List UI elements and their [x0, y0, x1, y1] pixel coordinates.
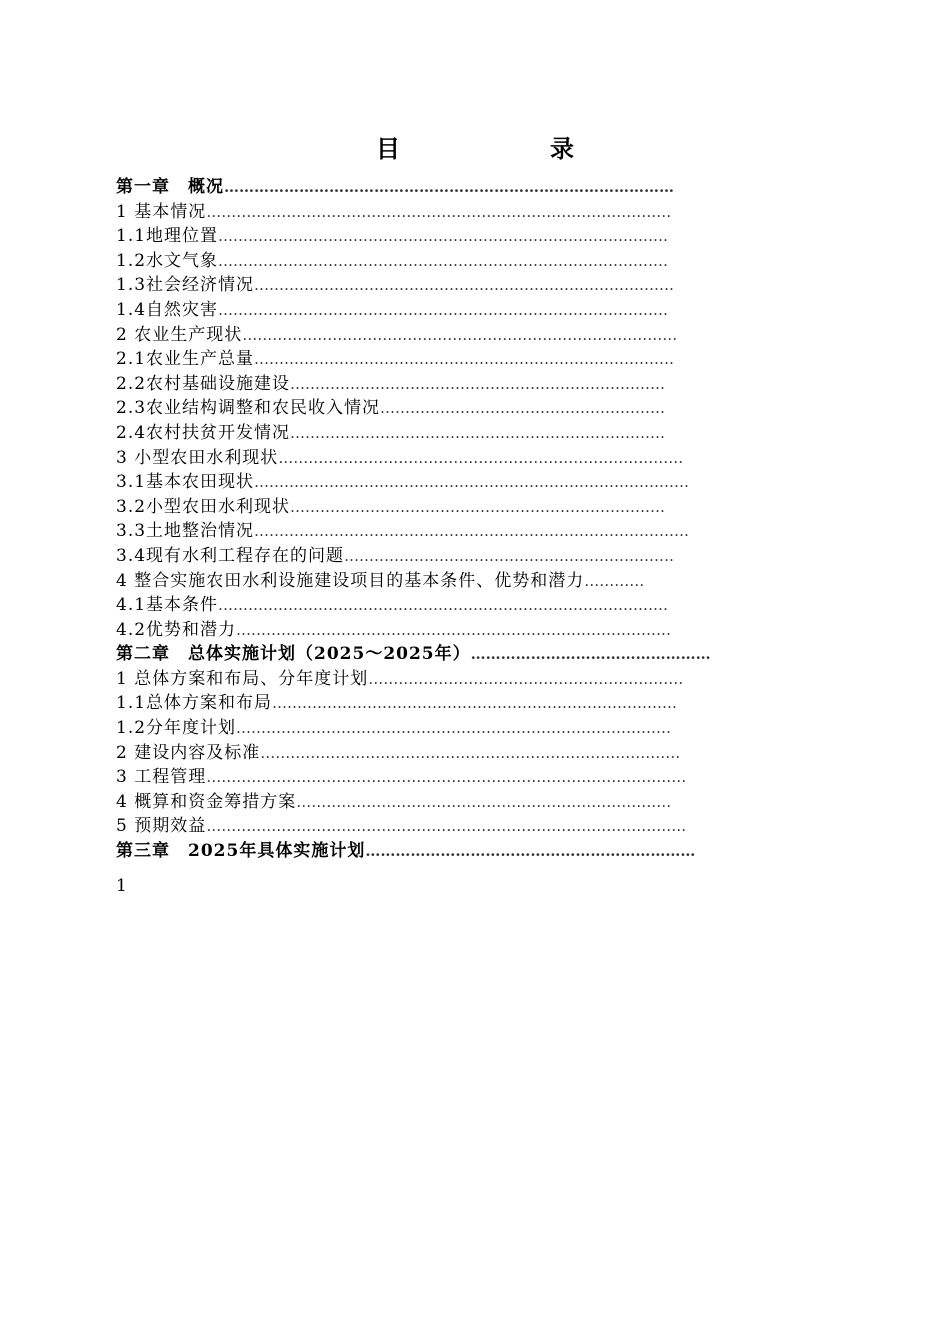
- toc-entry-label: 4 整合实施农田水利设施建设项目的基本条件、优势和潜力: [116, 570, 585, 591]
- toc-dot-leader: …………………………………………………………………………: [254, 350, 675, 369]
- toc-entry-label: 3.2小型农田水利现状: [116, 496, 291, 517]
- toc-chapter-entry[interactable]: [116, 175, 816, 200]
- toc-section-entry[interactable]: [116, 519, 816, 544]
- toc-section-entry[interactable]: [116, 298, 816, 323]
- toc-section-entry[interactable]: [116, 741, 816, 766]
- toc-dot-leader: …………………………………………………………………………: [260, 743, 681, 762]
- toc-entry-label: 4.1基本条件: [116, 595, 219, 616]
- toc-entry-label: 2.1农业生产总量: [116, 349, 255, 370]
- toc-dot-leader: ………………………………………………………………………………: [218, 227, 669, 246]
- toc-dot-leader: ………………………………………………………………………………: [218, 300, 669, 319]
- toc-chapter-entry[interactable]: [116, 642, 816, 667]
- toc-entry-label: 3 小型农田水利现状: [116, 447, 279, 468]
- trailing-text: 1: [116, 876, 127, 896]
- toc-dot-leader: ………………………………………………………: [368, 669, 684, 688]
- toc-dot-leader: …………………………………………………………………: [296, 792, 672, 811]
- toc-section-entry[interactable]: [116, 593, 816, 618]
- toc-dot-leader: ……………………………………………………………………………: [236, 620, 672, 639]
- toc-section-entry[interactable]: [116, 421, 816, 446]
- toc-entry-label: 1.1地理位置: [116, 226, 219, 247]
- toc-section-entry[interactable]: [116, 618, 816, 643]
- toc-dot-leader: …………………………………………………………………: [290, 374, 666, 393]
- toc-section-entry[interactable]: [116, 691, 816, 716]
- toc-section-entry[interactable]: [116, 372, 816, 397]
- toc-dot-leader: ……………………………………………………………………………………: [206, 817, 687, 836]
- toc-dot-leader: ………………………………………………………………………: [278, 448, 684, 467]
- toc-dot-leader: …………………………………………………………: [365, 842, 696, 861]
- toc-section-entry[interactable]: [116, 470, 816, 495]
- toc-section-entry[interactable]: [116, 396, 816, 421]
- toc-section-entry[interactable]: [116, 544, 816, 569]
- toc-list: [116, 175, 816, 864]
- toc-dot-leader: ……………………………………………………………………………: [254, 473, 690, 492]
- toc-section-entry[interactable]: [116, 273, 816, 298]
- toc-entry-label: 2 农业生产现状: [116, 324, 243, 345]
- toc-entry-label: 1.1总体方案和布局: [116, 693, 273, 714]
- toc-dot-leader: …………………………………………: [470, 645, 711, 664]
- toc-entry-label: 2.3农业结构调整和农民收入情况: [116, 398, 381, 419]
- toc-entry-label: 1 基本情况: [116, 201, 207, 222]
- toc-dot-leader: …………………………………………………………………: [290, 423, 666, 442]
- toc-dot-leader: …………………………………………………………………………………: [206, 202, 672, 221]
- toc-entry-label: 1.2水文气象: [116, 250, 219, 271]
- toc-entry-label: 4 概算和资金筹措方案: [116, 791, 297, 812]
- toc-entry-label: 1.2分年度计划: [116, 718, 237, 739]
- toc-section-entry[interactable]: [116, 323, 816, 348]
- toc-dot-leader: …………………………………………………………: [344, 546, 675, 565]
- toc-chapter-entry[interactable]: [116, 839, 816, 864]
- toc-section-entry[interactable]: [116, 224, 816, 249]
- toc-dot-leader: ……………………………………………………………………………: [236, 719, 672, 738]
- toc-section-entry[interactable]: [116, 249, 816, 274]
- toc-section-entry[interactable]: [116, 716, 816, 741]
- toc-entry-label: 1.4自然灾害: [116, 299, 219, 320]
- toc-entry-label: 2.2农村基础设施建设: [116, 373, 291, 394]
- toc-section-entry[interactable]: [116, 667, 816, 692]
- toc-entry-label: 2.4农村扶贫开发情况: [116, 422, 291, 443]
- toc-section-entry[interactable]: [116, 765, 816, 790]
- toc-section-entry[interactable]: [116, 200, 816, 225]
- toc-entry-label: 3.3土地整治情况: [116, 521, 255, 542]
- toc-section-entry[interactable]: [116, 446, 816, 471]
- toc-entry-label: 3.4现有水利工程存在的问题: [116, 545, 345, 566]
- toc-entry-label: 1 总体方案和布局、分年度计划: [116, 668, 369, 689]
- toc-entry-label: 第一章 概况: [116, 177, 224, 197]
- toc-dot-leader: ……………………………………………………………………………: [254, 522, 690, 541]
- toc-section-entry[interactable]: [116, 495, 816, 520]
- toc-title: 目 录: [376, 134, 608, 163]
- toc-dot-leader: ………………………………………………………………………………: [218, 596, 669, 615]
- toc-entry-label: 1.3社会经济情况: [116, 275, 255, 296]
- toc-entry-label: 3.1基本农田现状: [116, 472, 255, 493]
- toc-section-entry[interactable]: [116, 814, 816, 839]
- toc-entry-label: 5 预期效益: [116, 816, 207, 837]
- toc-dot-leader: …………………………………………………: [380, 399, 666, 418]
- toc-entry-label: 2 建设内容及标准: [116, 742, 261, 763]
- toc-dot-leader: ………………………………………………………………………: [272, 694, 678, 713]
- toc-dot-leader: ………………………………………………………………………………: [218, 251, 669, 270]
- toc-entry-label: 3 工程管理: [116, 767, 207, 788]
- toc-section-entry[interactable]: [116, 790, 816, 815]
- toc-entry-label: 第三章 2025年具体实施计划: [116, 841, 366, 862]
- toc-section-entry[interactable]: [116, 347, 816, 372]
- toc-dot-leader: …………………………………………………………………: [290, 497, 666, 516]
- toc-entry-label: 4.2优势和潜力: [116, 619, 237, 640]
- toc-dot-leader: …………: [584, 571, 645, 590]
- toc-dot-leader: ………………………………………………………………………………: [224, 178, 674, 196]
- toc-dot-leader: …………………………………………………………………………: [254, 276, 675, 295]
- toc-dot-leader: ……………………………………………………………………………………: [206, 768, 687, 787]
- toc-section-entry[interactable]: [116, 569, 816, 594]
- toc-dot-leader: ……………………………………………………………………………: [242, 325, 678, 344]
- toc-entry-label: 第二章 总体实施计划（2025～2025年）: [116, 644, 471, 665]
